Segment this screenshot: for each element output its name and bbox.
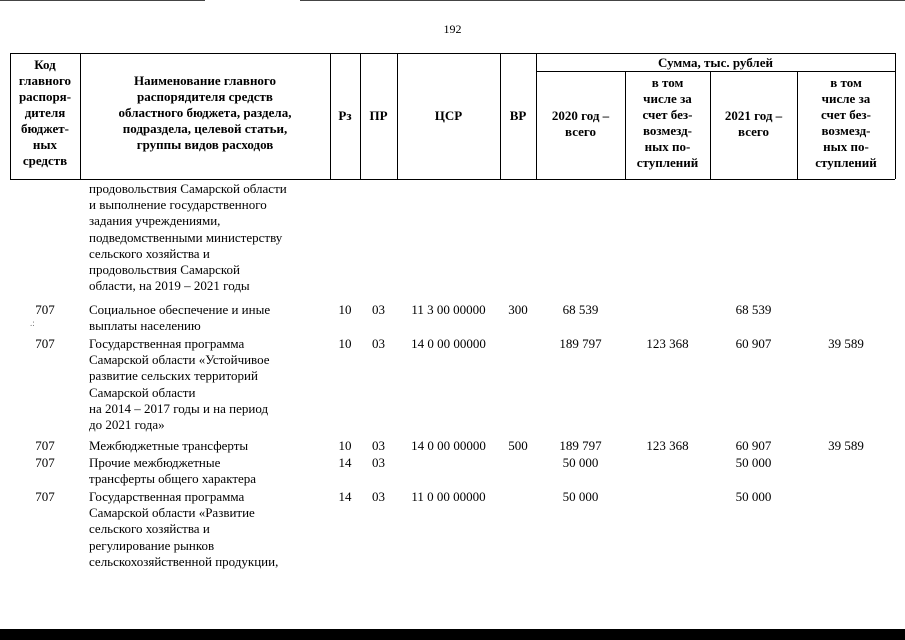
sum-subheader-border	[536, 71, 895, 72]
row-name-cell: Прочие межбюджетные трансферты общего характера	[89, 455, 257, 487]
row-2020-total-cell: 50 000	[562, 489, 599, 504]
scan-artifact: .:	[30, 318, 35, 328]
row-pr-cell: 03	[372, 302, 385, 317]
row-code-cell: 707	[35, 336, 55, 351]
row-2020-total-cell: 68 539	[562, 302, 599, 317]
row-2021-total-cell: 50 000	[735, 455, 772, 470]
row-name-cell: Социальное обеспечение и иные выплаты населению	[89, 302, 271, 334]
row-csr-cell: 11 0 00 00000	[411, 489, 486, 504]
scan-edge-line	[0, 0, 205, 1]
row-name-cell: продовольствия Самарской области и выполнение государственного задания учреждениями, подведомственными министерству сельского хозяйства и продовольствия Самарской области, на 2019 – 2021 годы	[89, 181, 287, 294]
header-rz: Рз	[338, 108, 352, 123]
header-sum: Сумма, тыс. рублей	[658, 55, 773, 70]
page-number: 192	[443, 22, 462, 36]
row-pr-cell: 03	[372, 438, 385, 453]
row-2020-gratuitous-cell: 123 368	[646, 336, 689, 351]
row-code-cell: 707	[35, 489, 55, 504]
header-2021-total: 2021 год – всего	[724, 108, 783, 139]
row-code-cell: 707	[35, 438, 55, 453]
row-vr-cell: 500	[508, 438, 528, 453]
row-2021-total-cell: 68 539	[735, 302, 772, 317]
row-csr-cell: 14 0 00 00000	[411, 438, 486, 453]
header-2021-gratuitous: в том числе за счет без- возмезд- ных по- ступлений	[815, 75, 877, 170]
row-csr-cell: 11 3 00 00000	[411, 302, 486, 317]
row-2021-gratuitous-cell: 39 589	[828, 438, 864, 453]
row-name-cell: Государственная программа Самарской области «Развитие сельского хозяйства и регулирование рынков сельскохозяйственной продукции,	[89, 489, 279, 569]
header-2020-gratuitous: в том числе за счет без- возмезд- ных по- ступлений	[636, 75, 699, 170]
column-border	[895, 53, 896, 179]
row-pr-cell: 03	[372, 336, 385, 351]
row-2020-total-cell: 189 797	[559, 336, 602, 351]
row-2021-gratuitous-cell: 39 589	[828, 336, 864, 351]
row-rz-cell: 14	[338, 455, 352, 470]
scan-edge-line	[300, 0, 905, 1]
row-rz-cell: 10	[338, 336, 352, 351]
row-csr-cell: 14 0 00 00000	[411, 336, 486, 351]
row-pr-cell: 03	[372, 489, 385, 504]
row-pr-cell: 03	[372, 455, 385, 470]
row-rz-cell: 10	[338, 302, 352, 317]
row-code-cell: 707	[35, 455, 55, 470]
header-code: Код главного распоря- дителя бюджет- ных средств	[18, 57, 72, 168]
row-name-cell: Государственная программа Самарской области «Устойчивое развитие сельских территорий Самарской области на 2014 – 2017 годы и на период до 2021 года»	[89, 336, 270, 433]
table-top-border	[10, 53, 895, 54]
row-2021-total-cell: 60 907	[735, 336, 772, 351]
header-pr: ПР	[369, 108, 388, 123]
row-2021-total-cell: 60 907	[735, 438, 772, 453]
row-code-cell: 707	[35, 302, 55, 317]
row-vr-cell: 300	[508, 302, 528, 317]
row-rz-cell: 14	[338, 489, 352, 504]
scan-bottom-edge	[0, 629, 905, 640]
row-rz-cell: 10	[338, 438, 352, 453]
row-2021-total-cell: 50 000	[735, 489, 772, 504]
row-2020-gratuitous-cell: 123 368	[646, 438, 689, 453]
header-vr: ВР	[509, 108, 527, 123]
header-name: Наименование главного распорядителя средств областного бюджета, раздела, подраздела, целевой статьи, группы видов расходов	[118, 73, 292, 152]
table-header-bottom-border	[10, 179, 895, 180]
row-2020-total-cell: 189 797	[559, 438, 602, 453]
header-2020-total: 2020 год – всего	[551, 108, 610, 139]
row-2020-total-cell: 50 000	[562, 455, 599, 470]
row-name-cell: Межбюджетные трансферты	[89, 438, 249, 453]
header-csr: ЦСР	[434, 108, 463, 123]
